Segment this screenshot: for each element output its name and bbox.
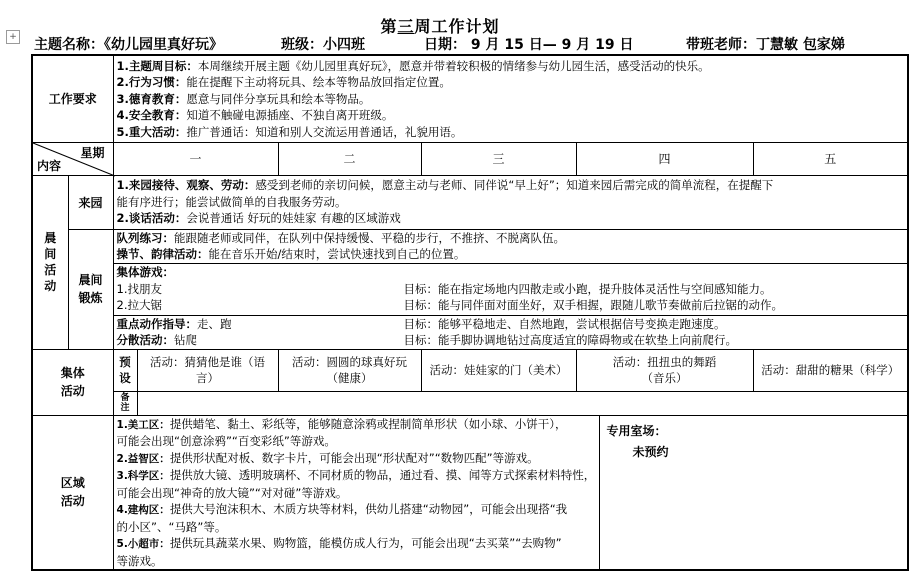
morning-activity-label: 晨间活动 <box>32 175 68 349</box>
page-title: 第三周工作计划 <box>380 17 500 36</box>
area-activities: 1.美工区：提供蜡笔、黏土、彩纸等，能够随意涂鸦或捏制简单形状（如小球、小饼干）， 可能会出现“创意涂鸦”“百变彩纸”等游戏。 2.益智区：提供形状配对板、数字卡片，可能会出现“形状配对”“数物匹配”等游戏。 3.科学区：提供放大镜、透明玻璃杯、不同材质的物品，通过看、摸、闻等方式探索材料特性， 可能会出现“神奇的放大镜”“对对碰”等游戏。 4.建构区：提供大号泡沫积木、木质方块等材料，供幼儿搭建“动物园”，可能会出现搭“我 的小区”、“马路”等。 5.小超市：提供玩具蔬菜水果、购物篮，能模仿成人行为，可能会出现“去买菜”“去购物” 等游戏。 <box>113 415 599 570</box>
day-wednesday: 三 <box>421 142 576 175</box>
weekday-header-corner <box>32 142 113 175</box>
area-activity-label: 区域活动 <box>32 415 113 570</box>
class-name: 班级：小四班 <box>281 37 365 53</box>
game-goal: 目标：能与同伴面对面坐好，双手相握，跟随儿歌节奏做前后拉锯的动作。 <box>403 298 784 313</box>
special-room <box>599 415 908 570</box>
special-room-label: 专用室场： <box>606 423 667 438</box>
notes-label: 备注 <box>113 391 137 415</box>
day-friday: 五 <box>753 142 908 175</box>
weekly-plan-table <box>31 54 909 571</box>
activity-monday: 活动：猜猜他是谁（语 言） <box>137 349 278 391</box>
special-room-value: 未预约 <box>632 444 669 459</box>
activity-thursday: 活动：扭扭虫的舞蹈 （音乐） <box>576 349 753 391</box>
teachers: 带班老师：丁慧敏 包家娣 <box>686 37 845 53</box>
theme-name: 主题名称：《幼儿园里真好玩》 <box>34 37 223 53</box>
group-games: 集体游戏： 1.找朋友 目标：能在指定场地内四散走或小跑，提升肢体灵活性与空间感知能力。 2.拉大锯 目标：能与同伴面对面坐好，双手相握，跟随儿歌节奏做前后拉锯的动作。 <box>113 263 908 315</box>
exercise-label: 晨间锻炼 <box>68 229 113 349</box>
arrival-content: 1.来园接待、观察、劳动：感受到老师的亲切问候，愿意主动与老师、同伴说“早上好”；知道来园后需完成的简单流程，在提醒下 能有序进行；能尝试做简单的自我服务劳动。 2.谈话活动：会说普通话 好玩的娃娃家 有趣的区域游戏 <box>113 175 908 229</box>
preset-label: 预设 <box>113 349 137 391</box>
table-move-handle[interactable]: + <box>6 30 20 44</box>
activity-tuesday: 活动：圆圆的球真好玩 （健康） <box>278 349 421 391</box>
work-requirements: 1.主题周目标：本周继续开展主题《幼儿园里真好玩》，愿意并带着较积极的情绪参与幼儿园生活，感受活动的快乐。 2.行为习惯：能在提醒下主动将玩具、绘本等物品放回指定位置。 3.德育教育：愿意与同伴分享玩具和绘本等物品。 4.安全教育：知道不触碰电源插座、不独自离开班级。 5.重大活动：推广普通话：知道和别人交流运用普通话，礼貌用语。 <box>113 55 908 142</box>
day-monday: 一 <box>113 142 278 175</box>
activity-friday: 活动：甜甜的糖果（科学） <box>753 349 908 391</box>
content-label: 内容 <box>37 158 62 173</box>
work-requirements-label: 工作要求 <box>32 55 113 142</box>
group-activity-label: 集体活动 <box>32 349 113 415</box>
game-goal: 目标：能在指定场地内四散走或小跑，提升肢体灵活性与空间感知能力。 <box>403 281 772 296</box>
notes-content[interactable] <box>137 391 908 415</box>
drill-content: 队列练习：能跟随老师或同伴，在队列中保持缓慢、平稳的步行，不推挤、不脱离队伍。 操节、韵律活动：能在音乐开始/结束时，尝试快速找到自己的位置。 <box>113 229 908 263</box>
day-thursday: 四 <box>576 142 753 175</box>
day-tuesday: 二 <box>278 142 421 175</box>
game-name: 2.拉大锯 <box>116 298 162 313</box>
activity-wednesday: 活动：娃娃家的门（美术） <box>421 349 576 391</box>
game-name: 1.找朋友 <box>116 281 162 296</box>
arrival-label: 来园 <box>68 175 113 229</box>
date-range: 日期： 9 月 15 日— 9 月 19 日 <box>424 37 634 53</box>
focus-actions: 重点动作指导：走、跑 目标：能够平稳地走、自然地跑，尝试根据信号变换走跑速度。 分散活动：钻爬 目标：能手脚协调地钻过高度适宜的障碍物或在软垫上向前爬行。 <box>113 315 908 349</box>
weekday-label: 星期 <box>80 145 105 160</box>
